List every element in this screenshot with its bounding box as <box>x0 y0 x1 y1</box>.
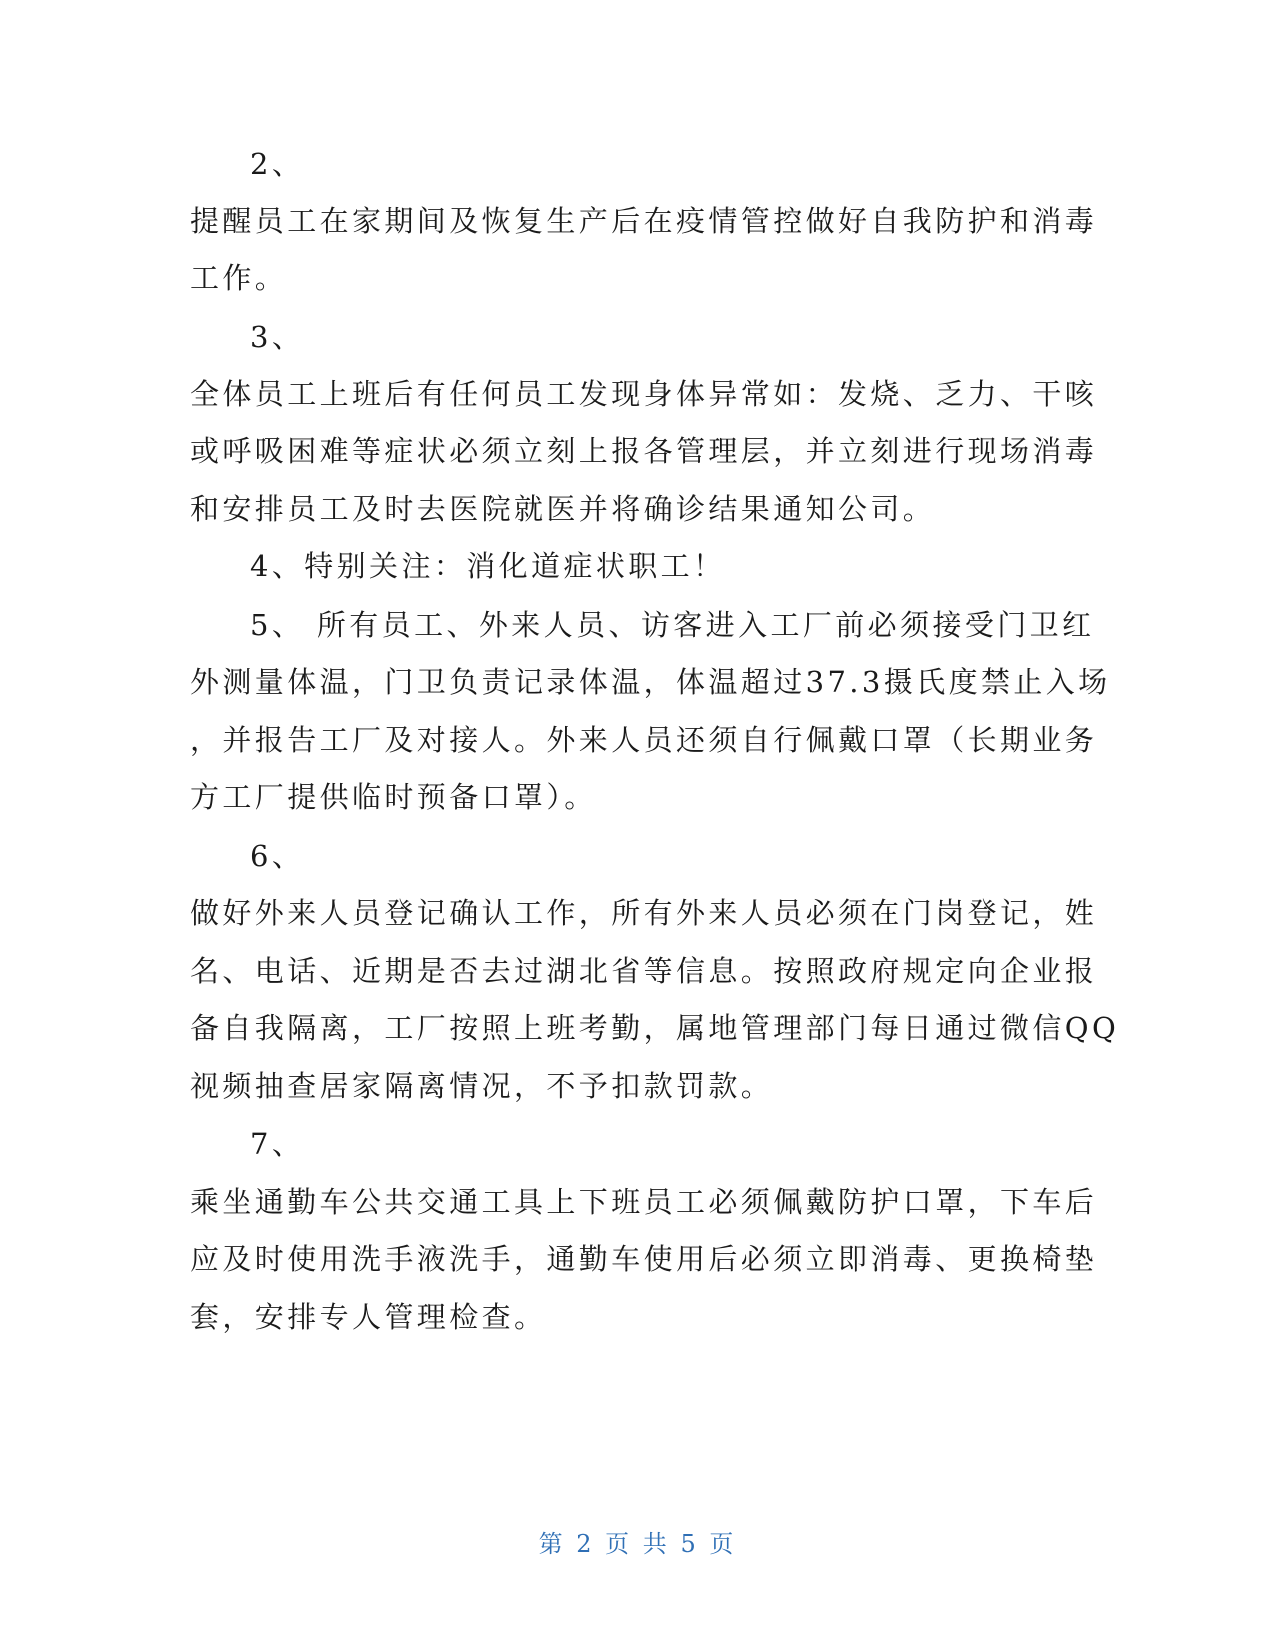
footer-prefix: 第 <box>538 1530 566 1558</box>
item-number-3: 3、 <box>250 320 305 354</box>
page-footer <box>0 1524 1275 1559</box>
current-page-number: 2 <box>576 1530 595 1558</box>
paragraph-line: 备自我隔离，工厂按照上班考勤，属地管理部门每日通过微信QQ <box>190 1011 1120 1045</box>
item-5-first-line: 5、 所有员工、外来人员、访客进入工厂前必须接受门卫红 <box>250 608 1095 642</box>
paragraph-line: 工作。 <box>190 261 288 295</box>
paragraph-line: 方工厂提供临时预备口罩）。 <box>190 780 597 814</box>
paragraph-line: 和安排员工及时去医院就医并将确诊结果通知公司。 <box>190 492 936 526</box>
paragraph-line: 视频抽查居家隔离情况，不予扣款罚款。 <box>190 1069 774 1103</box>
paragraph-line: 乘坐通勤车公共交通工具上下班员工必须佩戴防护口罩，下车后 <box>190 1185 1098 1219</box>
paragraph-line: 套，安排专人管理检查。 <box>190 1300 547 1334</box>
item-number-7: 7、 <box>250 1127 305 1161</box>
paragraph-line: 全体员工上班后有任何员工发现身体异常如：发烧、乏力、干咳 <box>190 377 1098 411</box>
item-number-6: 6、 <box>250 839 305 873</box>
paragraph-line: 或呼吸困难等症状必须立刻上报各管理层，并立刻进行现场消毒 <box>190 434 1098 468</box>
paragraph-line: 做好外来人员登记确认工作，所有外来人员必须在门岗登记，姓 <box>190 896 1098 930</box>
item-number-2: 2、 <box>250 147 305 181</box>
paragraph-line: 应及时使用洗手液洗手，通勤车使用后必须立即消毒、更换椅垫 <box>190 1242 1098 1276</box>
paragraph-line: 外测量体温，门卫负责记录体温，体温超过37.3摄氏度禁止入场 <box>190 665 1111 699</box>
footer-middle: 页 共 <box>605 1530 670 1558</box>
paragraph-line: 名、电话、近期是否去过湖北省等信息。按照政府规定向企业报 <box>190 954 1098 988</box>
footer-suffix: 页 <box>709 1530 737 1558</box>
total-page-count: 5 <box>680 1530 699 1558</box>
paragraph-line: ，并报告工厂及对接人。外来人员还须自行佩戴口罩（长期业务 <box>190 723 1098 757</box>
paragraph-line: 提醒员工在家期间及恢复生产后在疫情管控做好自我防护和消毒 <box>190 204 1098 238</box>
item-4: 4、特别关注：消化道症状职工！ <box>250 549 726 583</box>
